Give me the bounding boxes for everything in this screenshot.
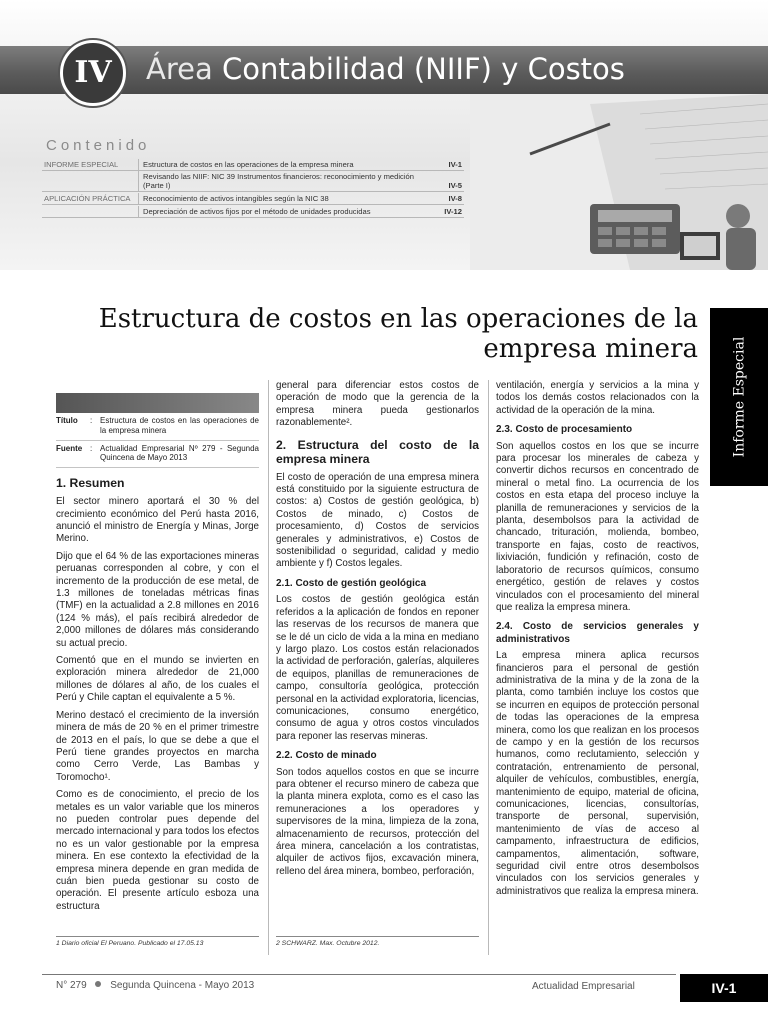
info-title-key: Título bbox=[56, 416, 78, 425]
article-info-box bbox=[56, 393, 259, 468]
publication-name: Actualidad Empresarial bbox=[532, 981, 635, 992]
accounting-illustration bbox=[470, 94, 768, 270]
paragraph: general para diferenciar estos costos de operación de modo que la gerencia de la empresa minera pueda gestionarlos razonablemente². bbox=[276, 380, 479, 429]
info-title-value: Estructura de costos en las operaciones de la empresa minera bbox=[100, 416, 259, 435]
paragraph: Son aquellos costos en los que se incurre para procesar los minerales de cabeza y convertir dichos recursos en concentrado de mineral o metal fino. La ocurrencia de los costos en esta etapa del proceso incluye la planilla de remuneraciones y servicios de la planta, desembolsos para la actividad de chancado, trituración, molienda, bombeo, transporte en fajas, costo de reactivos, lixiviación, fundición y refinación, costo de laboratorio de recursos químicos, consumo energético, gestión de relaves y costos vinculados con el procesamiento del mineral que realiza la empresa minera. bbox=[496, 440, 699, 613]
area-word: Área bbox=[146, 52, 213, 86]
subsection-heading: 2.4. Costo de servicios generales y administrativos bbox=[496, 621, 699, 645]
paragraph: El costo de operación de una empresa minera está constituido por la siguiente estructura de costos: a) Costos de gestión geológica, b) Costos de minado, c) Costos de procesamiento, d) Costos de servicios generales y administrativos, e) Costos de sostenibilidad o seguridad, calidad y medio ambiente y f) Costos legales. bbox=[276, 471, 479, 570]
article-column-2 bbox=[276, 380, 479, 883]
footer-rule bbox=[42, 974, 676, 975]
toc-item[interactable]: Reconocimiento de activos intangibles según la NIC 38 bbox=[138, 193, 420, 204]
subsection-heading: 2.1. Costo de gestión geológica bbox=[276, 577, 427, 589]
section-heading: 1. Resumen bbox=[56, 476, 125, 491]
info-row-title bbox=[56, 416, 259, 436]
paragraph: Merino destacó el crecimiento de la inversión minera de más de 20 % en el primer trimestre de 2013 en el país, lo que se debe a que el Perú tiene grandes proyectos en marcha como Cerro Verde, Las Bambas y Toromocho¹. bbox=[56, 709, 259, 783]
column-divider bbox=[268, 380, 269, 955]
bullet-icon bbox=[95, 981, 101, 987]
toc-section: INFORME ESPECIAL bbox=[44, 160, 119, 169]
info-box-bar bbox=[56, 393, 259, 413]
toc-page: IV-12 bbox=[444, 207, 462, 216]
footer-issue-info bbox=[56, 980, 254, 991]
toc-section bbox=[42, 215, 138, 217]
toc-section bbox=[42, 189, 138, 191]
toc-item[interactable]: Depreciación de activos fijos por el método de unidades producidas bbox=[138, 206, 420, 217]
section-side-tab bbox=[710, 308, 768, 486]
info-source-key: Fuente bbox=[56, 443, 83, 453]
toc-item[interactable]: Revisando las NIIF: NIC 39 Instrumentos financieros: reconocimiento y medición (Parte I) bbox=[138, 171, 420, 191]
page-number: IV-1 bbox=[680, 974, 768, 1002]
area-title bbox=[146, 52, 625, 86]
paragraph: Son todos aquellos costos en que se incurre para obtener el recurso minero de cabeza que la planta minera explota, como es el caso las remuneraciones a los operadores y supervisores de la mina, limpieza de la zona, almacenamiento de recursos, protección del área minera, cancelación a los contratistas, alquiler de activos fijos, excavación minera, relleno del área minera, bombeo, perforación, bbox=[276, 766, 479, 877]
paragraph: ventilación, energía y servicios a la mina y todos los demás costos relacionados con la actividad de la operación de la mina. bbox=[496, 380, 699, 416]
paragraph: La empresa minera aplica recursos financieros para el personal de gestión administrativa de la mina y de la zona de la planta, como también incluye los costos que se incurren en equipos de protección personal de todas las operaciones de la empresa minera, como los que realizan en los procesos de campo y en la gestión de los recursos humanos, como reclutamiento, selección y contratación, entrenamiento de personal, alquiler de vehículos, combustibles, energía, mantenimiento de equipo, material de oficina, comunicaciones, licencias, consultorías, transporte de personal, supervisión, mantenimiento de vías de acceso al campamento, infraestructura de edificios, campamentos, alimentación, software, seguridad civil entre otros desembolsos vinculados con los servicios generales y administrativos que realiza la empresa minera. bbox=[496, 650, 699, 897]
contents-heading: Contenido bbox=[46, 137, 151, 154]
section-number-badge: IV bbox=[60, 40, 126, 106]
toc-row bbox=[42, 158, 464, 171]
side-tab-label: Informe Especial bbox=[731, 336, 747, 458]
info-separator bbox=[56, 440, 259, 441]
toc-page: IV-5 bbox=[448, 181, 462, 190]
toc-row bbox=[42, 205, 464, 218]
toc-item[interactable]: Estructura de costos en las operaciones de la empresa minera bbox=[138, 159, 420, 170]
paragraph: Comentó que en el mundo se invierten en exploración minera alrededor de 21,000 millones de dólares al año, de los cuales el Perú y Chile captan el equivalente a 5 %. bbox=[56, 655, 259, 704]
table-of-contents bbox=[42, 158, 464, 218]
section-heading: 2. Estructura del costo de la empresa minera bbox=[276, 437, 479, 466]
column-divider bbox=[488, 380, 489, 955]
footnote-1: 1 Diario oficial El Peruano. Publicado el 17.05.13 bbox=[56, 936, 259, 947]
article-column-3 bbox=[496, 380, 699, 903]
info-colon: : bbox=[90, 443, 93, 453]
toc-page: IV-8 bbox=[448, 194, 462, 203]
article-column-1 bbox=[56, 393, 259, 918]
info-separator bbox=[56, 467, 259, 468]
paragraph: Los costos de gestión geológica están referidos a la aplicación de fondos en reponer las reservas de los recursos de manera que se le dé un ciclo de vida a la mina en mediano y largo plazo. Los costos están relacionados la actividad de perforación, galerías, alquileres de equipos, planillas de remuneraciones de campo, consultoría geológica, protección personal en la actividad exploratoria, licencias, comunicaciones, consumo energético, consumo de agua y otros costos vinculados para reponer las reservas mineras. bbox=[276, 594, 479, 742]
paragraph: Como es de conocimiento, el precio de los metales es un valor variable que los mineros no pueden controlar pues depende del mercado internacional y para todos los efectos no es un valor gestionable por la empresa minera. En ese contexto la efectividad de la empresa minera depende en gran medida de cuán bien pueda gestionar su costo de operación. El presente artículo esboza una estructura bbox=[56, 789, 259, 912]
toc-row bbox=[42, 192, 464, 205]
issue-period: Segunda Quincena - Mayo 2013 bbox=[110, 980, 255, 991]
toc-row bbox=[42, 171, 464, 192]
area-name: Contabilidad (NIIF) y Costos bbox=[221, 52, 625, 86]
info-source-value: Actualidad Empresarial Nº 279 - Segunda Quincena de Mayo 2013 bbox=[100, 443, 259, 463]
paragraph: Dijo que el 64 % de las exportaciones mineras peruanas corresponden al cobre, y con el incremento de la producción de ese metal, de 1.3 millones de toneladas métricas finas (TMF) en la actualidad a 2.8 millones en 2016 (124 % más), el país recibirá alrededor de 2,000 millones de dólares más considerando su actual precio. bbox=[56, 550, 259, 649]
footnote-2: 2 SCHWARZ. Max. Octubre 2012. bbox=[276, 936, 479, 947]
toc-page: IV-1 bbox=[448, 160, 462, 169]
info-row-source bbox=[56, 444, 259, 464]
header-banner bbox=[0, 0, 768, 270]
paragraph: El sector minero aportará el 30 % del crecimiento económico del Perú hasta 2016, anunció el ministro de Energía y Minas, Jorge Merino. bbox=[56, 496, 259, 545]
article-title: Estructura de costos en las operaciones de la empresa minera bbox=[98, 304, 698, 364]
issue-number: N° 279 bbox=[56, 980, 87, 991]
subsection-heading: 2.3. Costo de procesamiento bbox=[496, 424, 633, 436]
info-colon: : bbox=[90, 416, 93, 425]
toc-section: APLICACIÓN PRÁCTICA bbox=[44, 194, 131, 203]
subsection-heading: 2.2. Costo de minado bbox=[276, 750, 377, 762]
